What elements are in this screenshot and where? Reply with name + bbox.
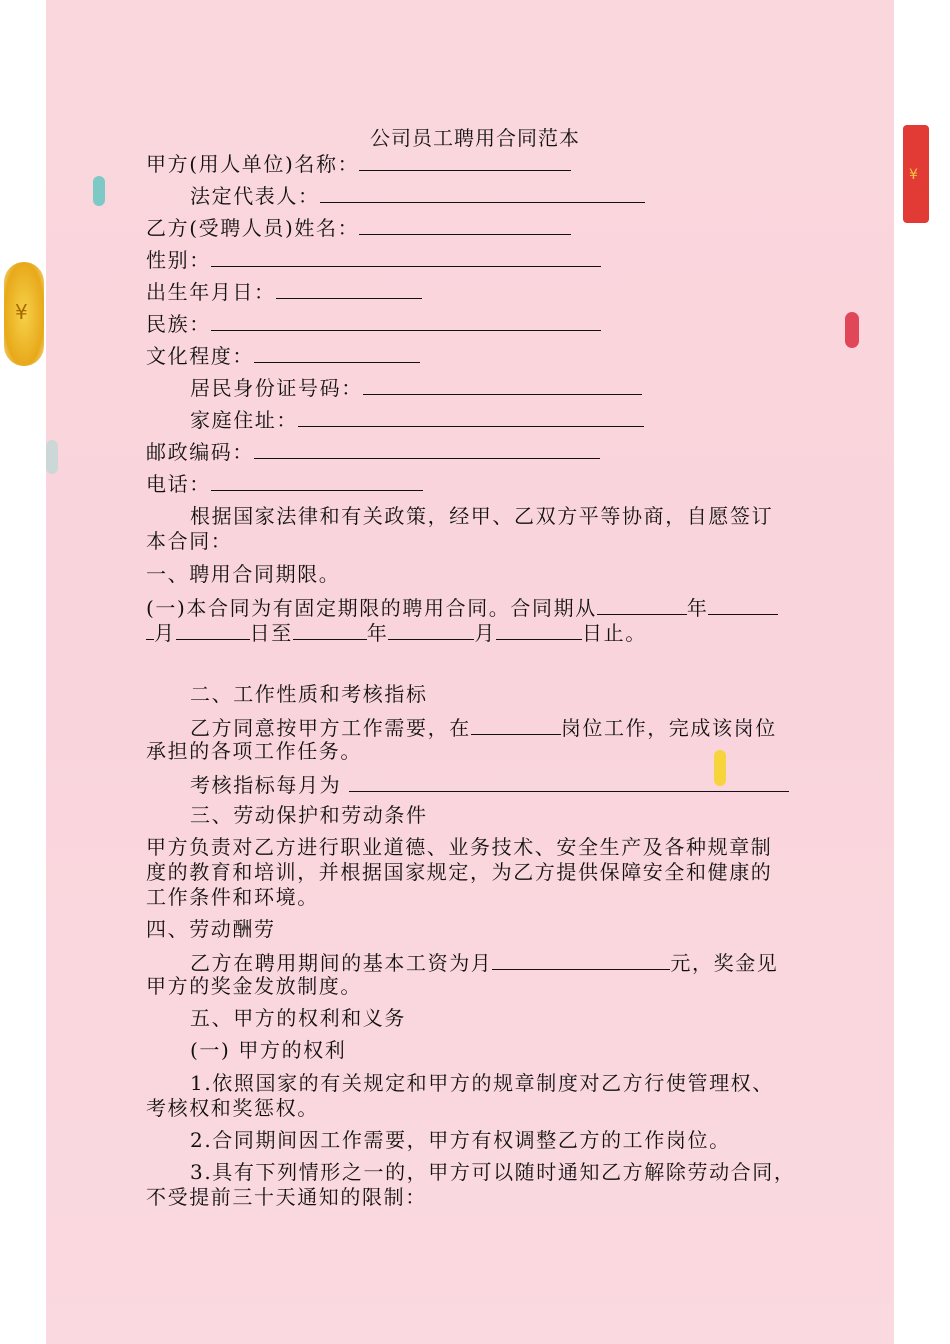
section-3-heading: 三、劳动保护和劳动条件 bbox=[190, 803, 428, 827]
section-1-term-line-2: 月 日至 年 月 日止。 bbox=[146, 619, 647, 645]
field-legal-rep: 法定代表人： bbox=[190, 182, 645, 208]
confetti-teal-faded bbox=[46, 440, 58, 474]
section-2-line-1: 乙方同意按甲方工作需要，在 岗位工作，完成该岗位 bbox=[190, 716, 777, 740]
section-5-heading: 五、甲方的权利和义务 bbox=[190, 1006, 406, 1030]
section-5-item-3-line-2: 不受提前三十天通知的限制： bbox=[146, 1185, 427, 1209]
section-3-line-1: 甲方负责对乙方进行职业道德、业务技术、安全生产及各种规章制 bbox=[146, 835, 773, 859]
section-5-item-2: 2.合同期间因工作需要，甲方有权调整乙方的工作岗位。 bbox=[190, 1128, 731, 1152]
section-2-heading: 二、工作性质和考核指标 bbox=[190, 682, 428, 706]
confetti-red bbox=[845, 312, 859, 348]
field-ethnicity: 民族： bbox=[146, 310, 601, 336]
intro-line-1: 根据国家法律和有关政策，经甲、乙双方平等协商，自愿签订 bbox=[190, 504, 774, 528]
field-id-number: 居民身份证号码： bbox=[190, 374, 642, 400]
section-4-heading: 四、劳动酬劳 bbox=[146, 917, 276, 941]
section-2-line-2: 承担的各项工作任务。 bbox=[146, 739, 362, 763]
intro-line-2: 本合同： bbox=[146, 529, 233, 553]
section-2-line-3: 考核指标每月为 bbox=[190, 771, 789, 797]
section-1-heading: 一、聘用合同期限。 bbox=[146, 562, 341, 586]
field-birth: 出生年月日： bbox=[146, 278, 422, 304]
section-5-item-1-line-1: 1.依照国家的有关规定和甲方的规章制度对乙方行使管理权、 bbox=[190, 1071, 774, 1095]
section-4-line-1: 乙方在聘用期间的基本工资为月 元，奖金见 bbox=[190, 951, 779, 975]
section-5-item-1-line-2: 考核权和奖惩权。 bbox=[146, 1096, 319, 1120]
section-3-line-2: 度的教育和培训，并根据国家规定，为乙方提供保障安全和健康的 bbox=[146, 860, 773, 884]
section-3-line-3: 工作条件和环境。 bbox=[146, 885, 319, 909]
field-address: 家庭住址： bbox=[190, 406, 644, 432]
field-party-b: 乙方(受聘人员)姓名： bbox=[146, 214, 571, 240]
section-5-subheading: (一) 甲方的权利 bbox=[190, 1038, 347, 1062]
coin-decoration-icon: ¥ bbox=[4, 262, 44, 366]
field-phone: 电话： bbox=[146, 470, 423, 496]
confetti-teal bbox=[93, 176, 105, 206]
section-4-line-2: 甲方的奖金发放制度。 bbox=[146, 974, 362, 998]
red-envelope-icon: ¥ bbox=[903, 125, 929, 223]
field-education: 文化程度： bbox=[146, 342, 420, 368]
section-1-term-line-1: (一)本合同为有固定期限的聘用合同。合同期从 年 bbox=[146, 594, 778, 620]
field-gender: 性别： bbox=[146, 246, 601, 272]
field-postcode: 邮政编码： bbox=[146, 438, 600, 464]
section-5-item-3-line-1: 3.具有下列情形之一的，甲方可以随时通知乙方解除劳动合同， bbox=[190, 1160, 796, 1184]
document-title: 公司员工聘用合同范本 bbox=[370, 128, 580, 150]
field-party-a: 甲方(用人单位)名称： bbox=[146, 150, 571, 176]
